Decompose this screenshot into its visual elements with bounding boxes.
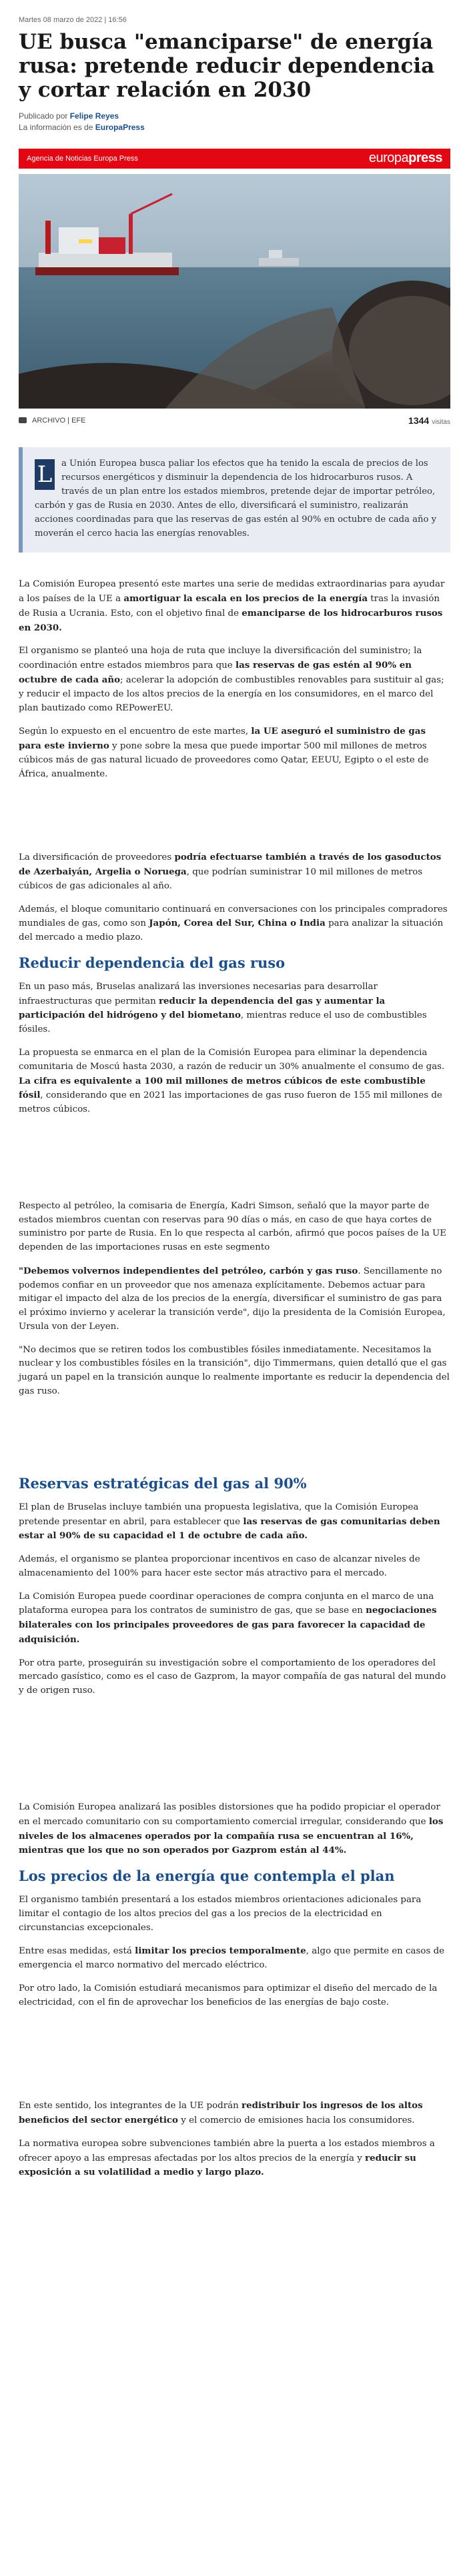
byline-prefix: Publicado por xyxy=(19,111,70,121)
pipeline-ship-image xyxy=(19,174,450,409)
paragraph-6: En un paso más, Bruselas analizará las inversiones necesarias para desarrollar infraestructuras que permitan reducir la dependencia del gas y aumentar la participación del hidrógeno y del biometano, mientras reduce el uso de combustibles fósiles. xyxy=(19,981,427,1035)
source-link[interactable]: EuropaPress xyxy=(95,123,145,133)
paragraph-7: La propuesta se enmarca en el plan de la Comisión Europea para eliminar la dependencia comunitaria de Moscú hasta 2030, a razón de reducir un 30% anualmente el consumo de gas. La cifra es equivalente a 100 mil millones de metros cúbicos de este combustible fósil, considerando que en 2021 las importaciones de gas ruso fueron de 155 mil millones de metros cúbicos. xyxy=(19,1048,445,1115)
quote-von-der-leyen: "Debemos volvernos independientes del petróleo, carbón y gas ruso. Sencillamente no podemos confiar en un proveedor que nos amenaza explícitamente. Debemos actuar para mitigar el impacto del alza de los precios de la energía, diversificar el suministro de gas para el próximo invierno y acelerar la transición verde", dijo la presidenta de la Comisión Europea, Ursula von der Leyen. xyxy=(19,1265,446,1332)
ad-space-1 xyxy=(19,790,450,850)
summary-text: a Unión Europea busca paliar los efectos que ha tenido la escala de precios de los recursos energéticos y disminuir la dependencia de los hidrocarburos rusos. A través de un plan entre los estados miembros, pretende dejar de importar petróleo, carbón y gas de Rusia en 2030. Antes de ello, diversificará el suministro, realizarán acciones coordinadas para que las reservas de gas estén al 90% en octubre de cada año y moverán el cerco hacia las energías renovables. xyxy=(35,458,437,539)
agency-bar xyxy=(19,149,450,169)
ad-space-3 xyxy=(19,1408,450,1475)
photo-caption xyxy=(19,415,450,426)
ad-space-4 xyxy=(19,1708,450,1801)
byline xyxy=(19,111,450,134)
article-summary xyxy=(19,447,450,553)
publish-date: Martes 08 marzo de 2022 | 16:56 xyxy=(19,16,127,24)
paragraph-15: Entre esas medidas, está limitar los precios temporalmente, algo que permite en casos de emergencia el marco normativo del mercado eléctrico. xyxy=(19,1945,445,1971)
paragraph-2: El organismo se planteó una hoja de ruta que incluye la diversificación del suministro; la coordinación entre estados miembros para que las reservas de gas estén al 90% en octubre de cada año; acelerar la adopción de combustibles renovables para sustituir al gas; y reducir el impacto de los altos precios de la energía en los consumidores, en el marco del plan bautizado como REPowerEU. xyxy=(19,646,444,713)
quote-timmermans: "No decimos que se retiren todos los combustibles fósiles inmediatamente. Necesitamos la nuclear y los combustibles fósiles en la transición", dijo Timmermans, quien detalló que el gas jugará un papel en la transición aunque lo realmente importante es reducir la dependencia del gas ruso. xyxy=(19,1344,450,1397)
views-label: visitas xyxy=(432,418,450,426)
article-title: UE busca "emanciparse" de energía rusa: pretende reducir dependencia y cortar relación en 2030 xyxy=(19,30,435,102)
europapress-logo xyxy=(369,151,442,166)
photo-credit-wrap xyxy=(19,417,85,425)
ad-space-2 xyxy=(19,1126,450,1200)
camera-icon xyxy=(19,417,27,423)
subheading-dependence: Reducir dependencia del gas ruso xyxy=(19,954,286,971)
paragraph-18: La normativa europea sobre subvenciones también abre la puerta a los estados miembros a ofrecer apoyo a las empresas afectadas por los altos precios de la energía y reducir su exposición a su volatilidad a medio y largo plazo. xyxy=(19,2138,435,2178)
paragraph-12: Por otra parte, proseguirán su investigación sobre el comportamiento de los operadores del mercado gasístico, como es el caso de Gazprom, la mayor compañía de gas natural del mundo y de origen ruso. xyxy=(19,1658,446,1696)
paragraph-16: Por otro lado, la Comisión estudiará mecanismos para optimizar el diseño del mercado de la electricidad, con el fin de aprovechar los beneficios de las energías de bajo coste. xyxy=(19,1983,438,2007)
article-photo xyxy=(19,174,450,409)
paragraph-3: Según lo expuesto en el encuentro de este martes, la UE aseguró el suministro de gas para este invierno y pone sobre la mesa que puede importar 500 mil millones de metros cúbicos más de gas natural licuado de proveedores como Qatar, EEUU, Egipto o el este de África, anualmente. xyxy=(19,726,429,779)
paragraph-14: El organismo también presentará a los estados miembros orientaciones adicionales para limitar el contagio de los altos precios del gas a los precios de la electricidad en circunstancias excepcionales. xyxy=(19,1895,422,1933)
logo-part-a: europa xyxy=(368,151,409,166)
subheading-prices: Los precios de la energía que contempla el plan xyxy=(19,1868,395,1885)
paragraph-8: Respecto al petróleo, la comisaria de Energía, Kadri Simson, señaló que la mayor parte de estados miembros cuentan con reservas para 90 días o más, en caso de que haya cortes de suministro por parte de Rusia. En lo que respecta al carbón, afirmó que pocos países de la UE dependen de las importaciones rusas en este segmento xyxy=(19,1200,447,1253)
dropcap: L xyxy=(35,459,55,490)
photo-credit: ARCHIVO | EFE xyxy=(32,416,86,425)
author-link[interactable]: Felipe Reyes xyxy=(69,111,119,121)
ad-space-5 xyxy=(19,2019,450,2099)
paragraph-1: La Comisión Europea presentó este martes una serie de medidas extraordinarias para ayudar a los países de la UE a amortiguar la escala en los precios de la energía tras la invasión de Rusia a Ucrania. Esto, con el objetivo final de emanciparse de los hidrocarburos rusos en 2030. xyxy=(19,579,445,633)
paragraph-13: La Comisión Europea analizará las posibles distorsiones que ha podido propiciar el operador en el mercado comunitario con su comportamiento comercial irregular, considerando que los niveles de los almacenes operados por la compañía rusa se encuentran al 16%, mientras que los que no son operados por Gazprom están al 44%. xyxy=(19,1802,444,1856)
view-count xyxy=(408,415,450,426)
paragraph-4: La diversificación de proveedores podría efectuarse también a través de los gasoductos de Azerbaiyán, Argelia o Noruega, que podrían suministrar 10 mil millones de metros cúbicos de gas adicionales al año. xyxy=(19,852,442,891)
views-number: 1344 xyxy=(408,415,430,426)
paragraph-9: El plan de Bruselas incluye también una propuesta legislativa, que la Comisión Europea pretende presentar en abril, para establecer que las reservas de gas comunitarias deben estar al 90% de su capacidad el 1 de octubre de cada año. xyxy=(19,1502,440,1542)
source-prefix: La información es de xyxy=(19,123,95,133)
subheading-reserves: Reservas estratégicas del gas al 90% xyxy=(19,1474,307,1492)
agency-label: Agencia de Noticias Europa Press xyxy=(27,154,138,163)
paragraph-17: En este sentido, los integrantes de la UE podrán redistribuir los ingresos de los altos beneficios del sector energético y el comercio de emisiones hacia los consumidores. xyxy=(19,2100,423,2126)
paragraph-10: Además, el organismo se plantea proporcionar incentivos en caso de alcanzar niveles de almacenamiento del 100% para hacer este sector más atractivo para el mercado. xyxy=(19,1554,420,1578)
paragraph-5: Además, el bloque comunitario continuará en conversaciones con los principales compradores mundiales de gas, como son Japón, Corea del Sur, China o India para analizar la situación del mercado a medio plazo. xyxy=(19,904,448,943)
paragraph-11: La Comisión Europea puede coordinar operaciones de compra conjunta en el marco de una plataforma europea para los contratos de suministro de gas, que se base en negociaciones bilaterales con los principales proveedores de gas para favorecer la capacidad de adquisición. xyxy=(19,1591,437,1645)
logo-part-b: press xyxy=(408,151,442,166)
